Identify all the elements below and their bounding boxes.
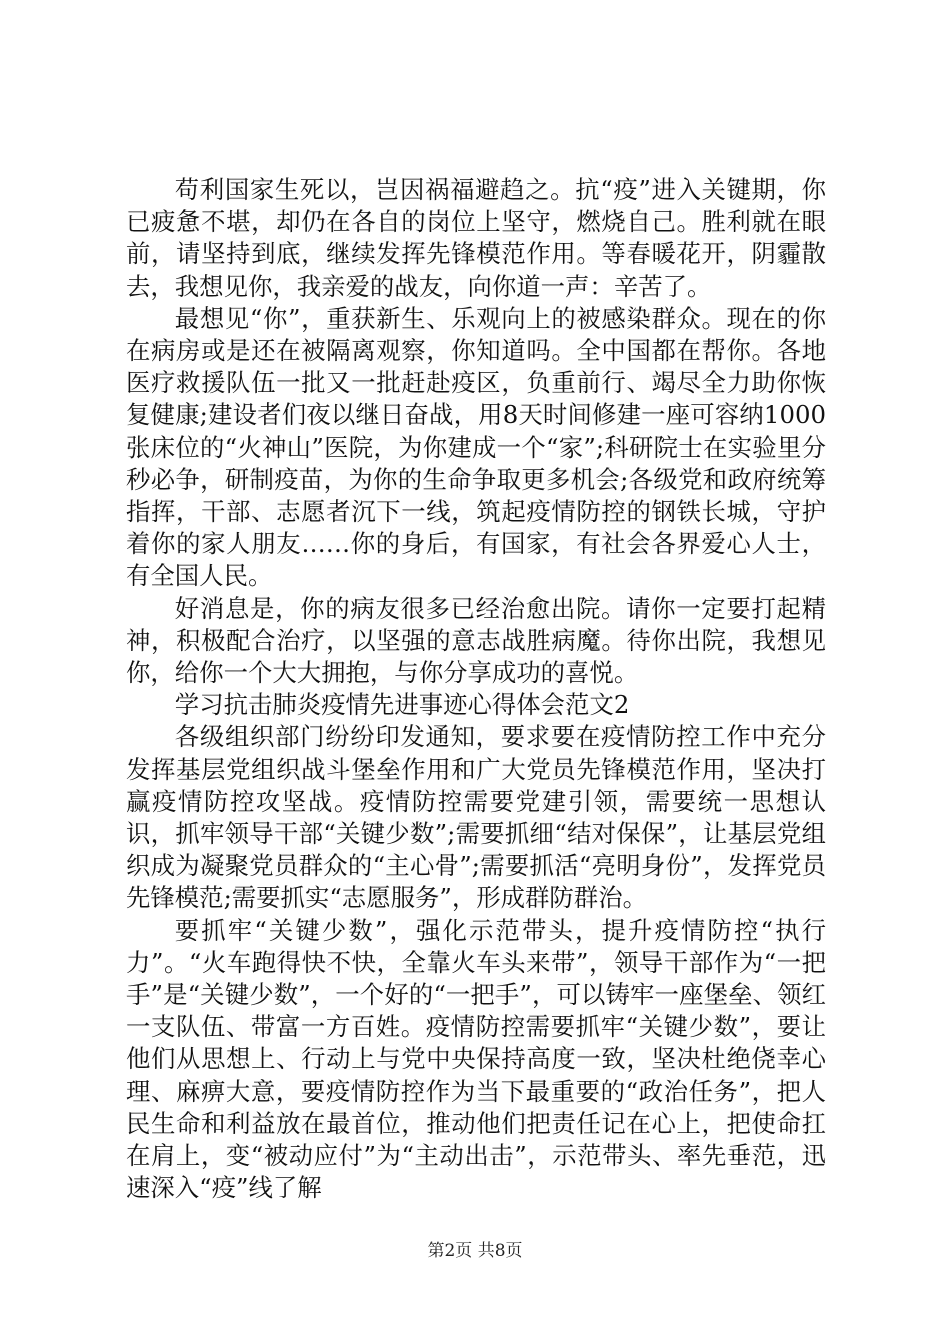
paragraph-1: 苟利国家生死以，岂因祸福避趋之。抗“疫”进入关键期，你已疲惫不堪，却仍在各自的岗位上坚守，燃烧自己。胜利就在眼前，请坚持到底，继续发挥先锋模范作用。等春暖花开，阴霾散去，我想见你，我亲爱的战友，向你道一声：辛苦了。 xyxy=(126,175,826,301)
paragraph-3: 好消息是，你的病友很多已经治愈出院。请你一定要打起精神，积极配合治疗，以坚强的意志战胜病魔。待你出院，我想见你，给你一个大大拥抱，与你分享成功的喜悦。 xyxy=(126,593,826,688)
page-footer: 第2页 共8页 xyxy=(427,1241,523,1261)
paragraph-2: 最想见“你”，重获新生、乐观向上的被感染群众。现在的你在病房或是还在被隔离观察，你知道吗。全中国都在帮你。各地医疗救援队伍一批又一批赶赴疫区，负重前行、竭尽全力助你恢复健康;建设者们夜以继日奋战，用8天时间修建一座可容纳1000张床位的“火神山”医院，为你建成一个“家”;科研院士在实验里分秒必争，研制疫苗，为你的生命争取更多机会;各级党和政府统筹指挥，干部、志愿者沉下一线，筑起疫情防控的钢铁长城，守护着你的家人朋友……你的身后，有国家，有社会各界爱心人士，有全国人民。 xyxy=(126,303,826,591)
paragraph-4: 各级组织部门纷纷印发通知，要求要在疫情防控工作中充分发挥基层党组织战斗堡垒作用和广大党员先锋模范作用，坚决打赢疫情防控攻坚战。疫情防控需要党建引领，需要统一思想认识，抓牢领导干部“关键少数”;需要抓细“结对保保”，让基层党组织成为凝聚党员群众的“主心骨”;需要抓活“亮明身份”，发挥党员先锋模范;需要抓实“志愿服务”，形成群防群治。 xyxy=(126,722,826,913)
paragraph-5: 要抓牢“关键少数”，强化示范带头，提升疫情防控“执行力”。“火车跑得快不快，全靠火车头来带”，领导干部作为“一把手”是“关键少数”，一个好的“一把手”，可以铸牢一座堡垒、领红一支队伍、带富一方百姓。疫情防控需要抓牢“关键少数”，要让他们从思想上、行动上与党中央保持高度一致，坚决杜绝侥幸心理、麻痹大意，要疫情防控作为当下最重要的“政治任务”，把人民生命和利益放在最首位，推动他们把责任记在心上，把使命扛在肩上，变“被动应付”为“主动出击”，示范带头、率先垂范，迅速深入“疫”线了解 xyxy=(126,915,826,1203)
section-heading: 学习抗击肺炎疫情先进事迹心得体会范文2 xyxy=(174,690,630,720)
document-body xyxy=(126,174,826,1205)
